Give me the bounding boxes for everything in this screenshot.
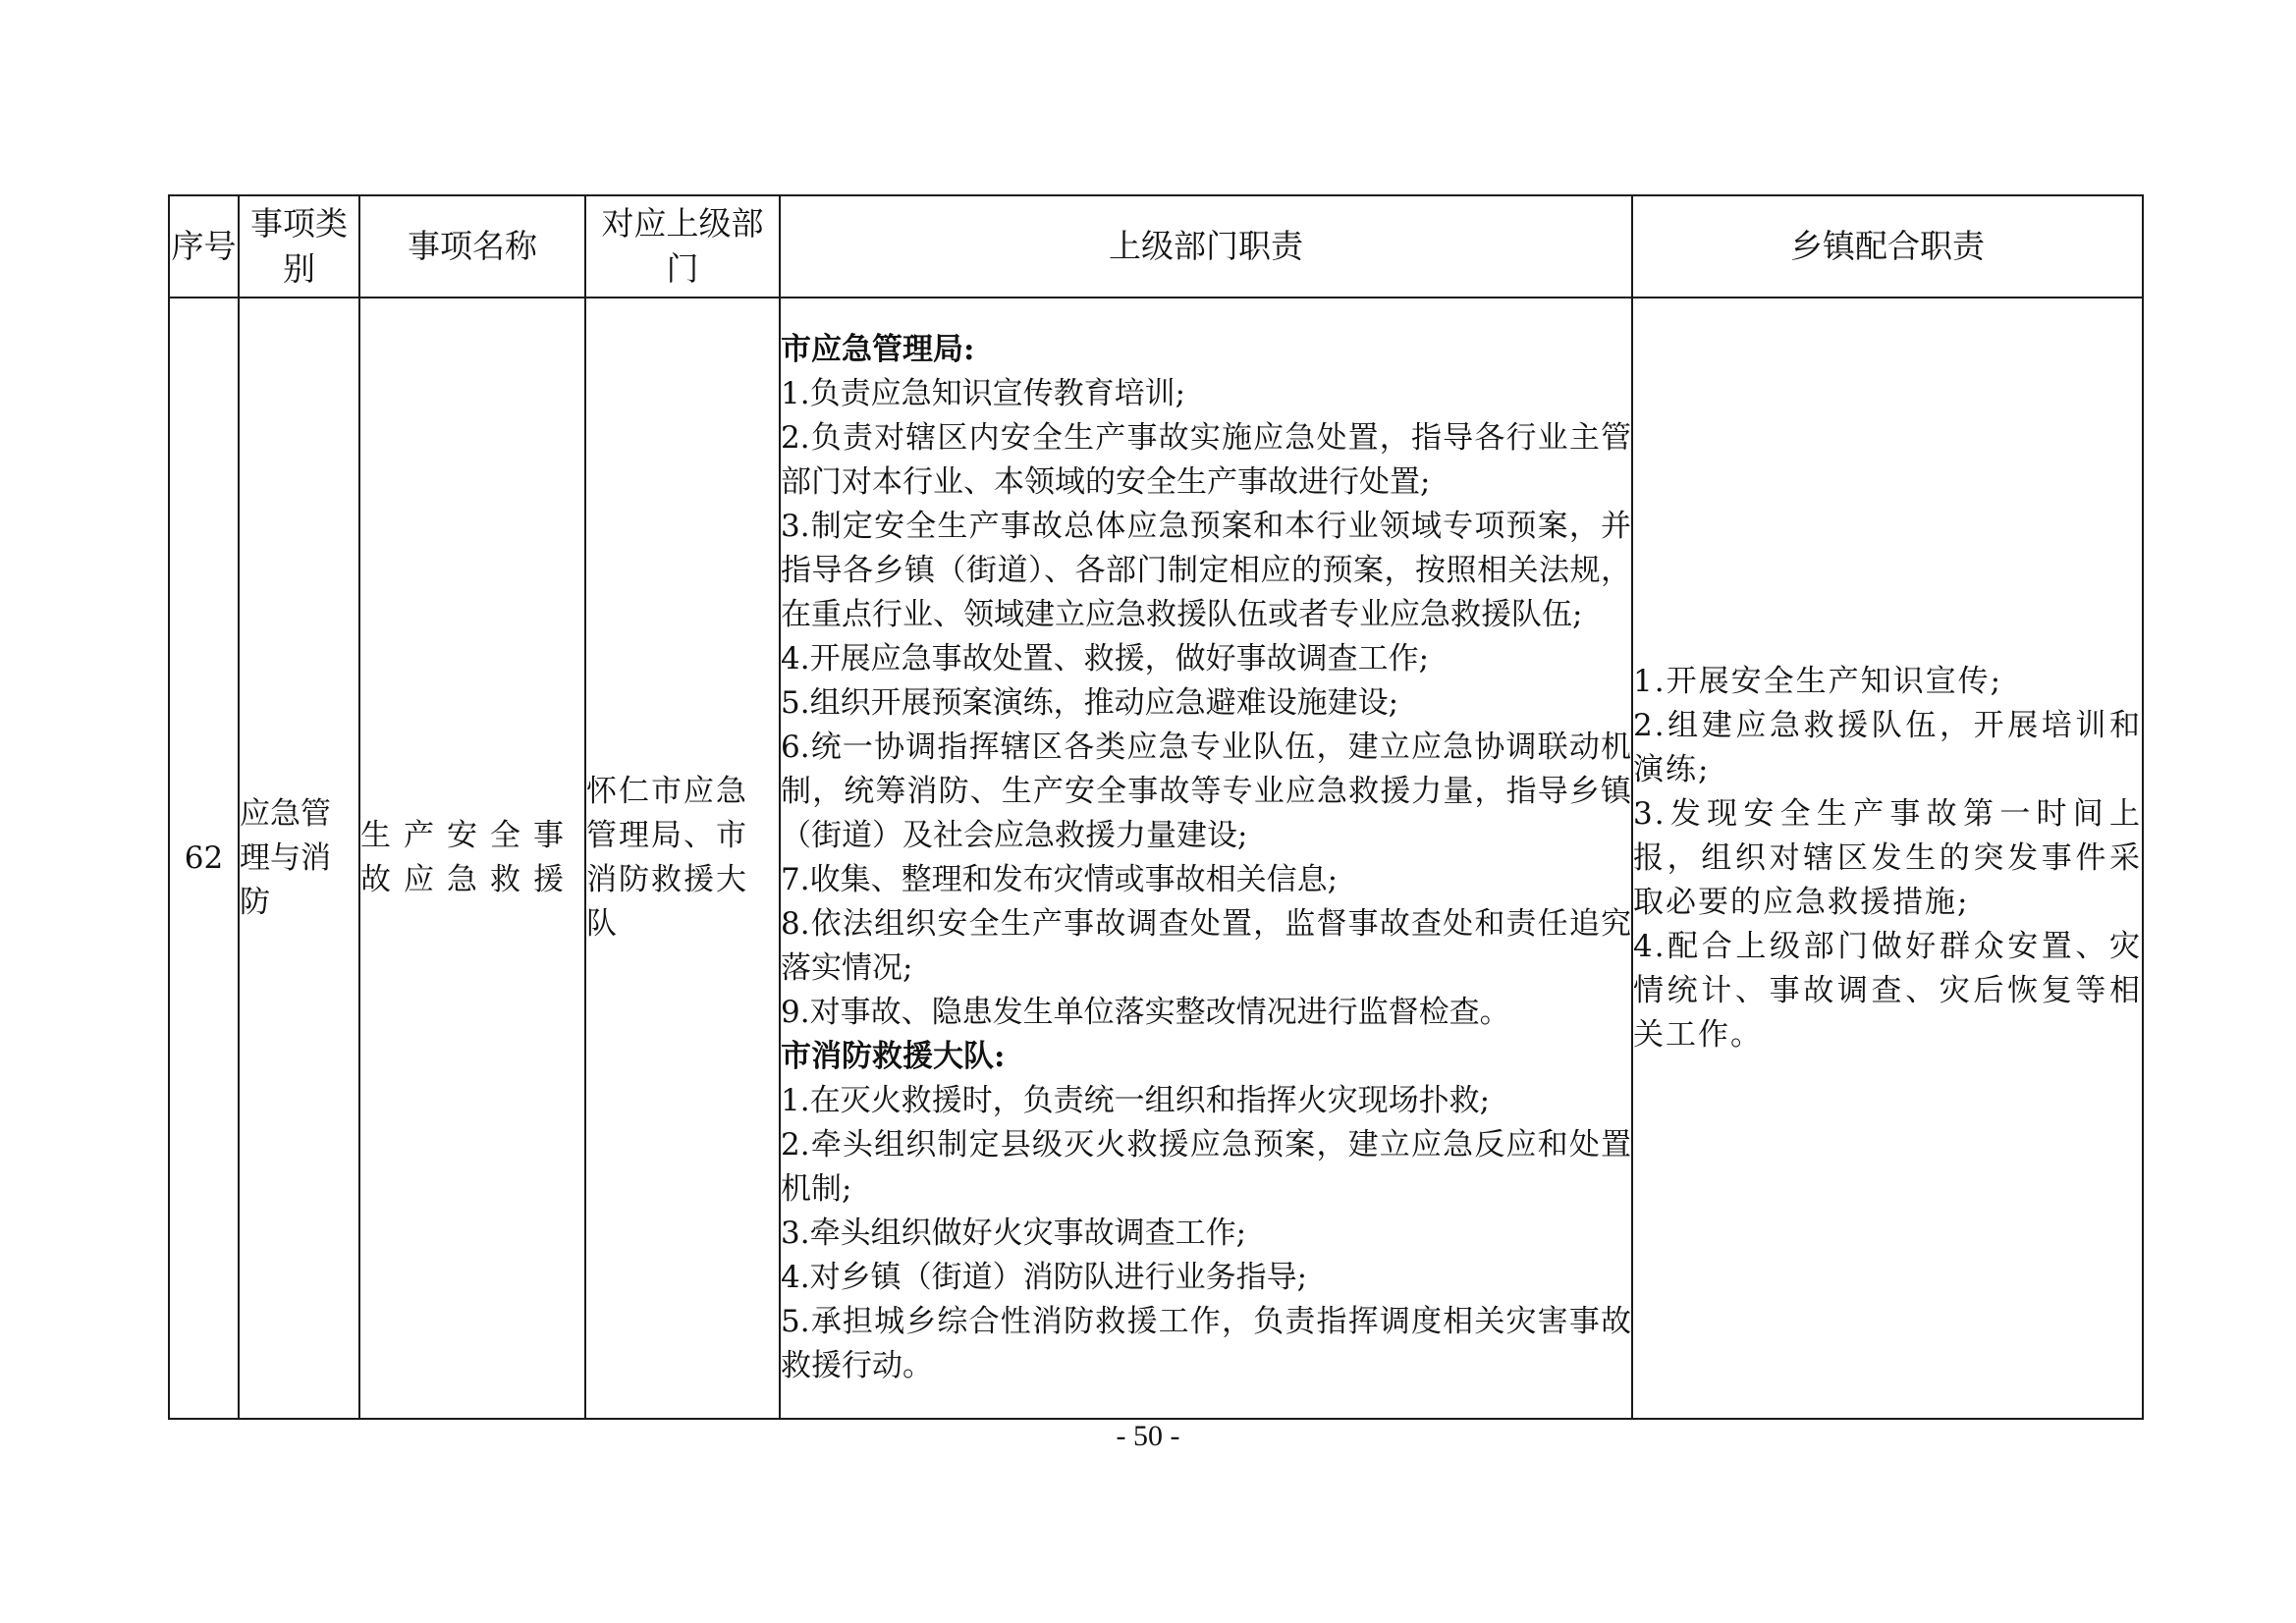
section-title-fire: 市消防救援大队:	[781, 1039, 1006, 1074]
header-duty: 上级部门职责	[780, 195, 1632, 298]
list-item: 2.负责对辖区内安全生产事故实施应急处置，指导各行业主管部门对本行业、本领域的安全生产事故进行处置;	[781, 420, 1631, 500]
list-item: 4.开展应急事故处置、救援，做好事故调查工作;	[781, 641, 1430, 676]
item-name-text: 生产安全事故应急救援	[360, 818, 576, 897]
list-item: 7.收集、整理和发布灾情或事故相关信息;	[781, 862, 1339, 897]
cell-dept	[585, 298, 780, 1419]
list-item: 8.依法组织安全生产事故调查处置，监督事故查处和责任追究落实情况;	[781, 906, 1631, 986]
cell-duty	[780, 298, 1632, 1419]
list-item: 3.制定安全生产事故总体应急预案和本行业领域专项预案，并指导各乡镇（街道）、各部门制定相应的预案，按照相关法规，在重点行业、领域建立应急救援队伍或者专业应急救援队伍;	[781, 509, 1631, 632]
list-item: 4.配合上级部门做好群众安置、灾情统计、事故调查、灾后恢复等相关工作。	[1633, 928, 2142, 1053]
table-row	[169, 298, 2143, 1419]
header-category: 事项类别	[239, 195, 359, 298]
section-title-emergency: 市应急管理局:	[781, 332, 975, 367]
header-town: 乡镇配合职责	[1632, 195, 2143, 298]
list-item: 5.组织开展预案演练，推动应急避难设施建设;	[781, 685, 1399, 721]
header-dept: 对应上级部门	[585, 195, 780, 298]
list-item: 2.牵头组织制定县级灭火救援应急预案，建立应急反应和处置机制;	[781, 1127, 1631, 1207]
header-row	[169, 195, 2143, 298]
list-item: 1.在灭火救援时，负责统一组织和指挥火灾现场扑救;	[781, 1083, 1491, 1118]
list-item: 5.承担城乡综合性消防救援工作，负责指挥调度相关灾害事故救援行动。	[781, 1304, 1631, 1383]
list-item: 1.负责应急知识宣传教育培训;	[781, 376, 1186, 411]
list-item: 6.统一协调指挥辖区各类应急专业队伍，建立应急协调联动机制，统筹消防、生产安全事故等专业应急救援力量，指导乡镇（街道）及社会应急救援力量建设;	[781, 730, 1631, 853]
list-item: 1.开展安全生产知识宣传;	[1633, 663, 2003, 699]
list-item: 3.发现安全生产事故第一时间上报，组织对辖区发生的突发事件采取必要的应急救援措施;	[1633, 795, 2142, 920]
list-item: 2.组建应急救援队伍，开展培训和演练;	[1633, 707, 2142, 787]
header-name: 事项名称	[359, 195, 585, 298]
header-no: 序号	[169, 195, 239, 298]
table-header	[169, 195, 2143, 298]
table-body	[169, 298, 2143, 1419]
list-item: 3.牵头组织做好火灾事故调查工作;	[781, 1216, 1247, 1251]
cell-no: 62	[169, 298, 239, 1419]
dept-text: 怀仁市应急管理局、市消防救援大队	[586, 774, 748, 942]
cell-name	[359, 298, 585, 1419]
list-item: 9.对事故、隐患发生单位落实整改情况进行监督检查。	[781, 995, 1510, 1030]
duty-table	[168, 194, 2144, 1420]
page-number: - 50 -	[1116, 1420, 1180, 1452]
cell-category: 应急管理与消防	[239, 298, 359, 1419]
list-item: 4.对乡镇（街道）消防队进行业务指导;	[781, 1260, 1308, 1295]
cell-town	[1632, 298, 2143, 1419]
